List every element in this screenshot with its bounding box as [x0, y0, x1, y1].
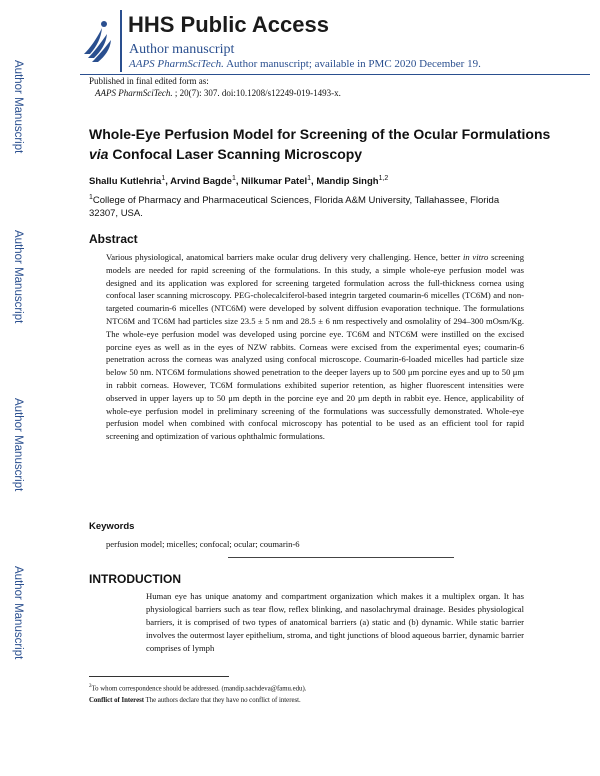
- article-title: [89, 124, 559, 164]
- conflict-text: The authors declare that they have no conflict of interest.: [144, 697, 301, 704]
- citation: [95, 88, 341, 98]
- sidebar-label-3: Author Manuscript: [12, 398, 24, 492]
- author-list: Shallu Kutlehria$^1$, Arvind Bagde$^1$, Nilkumar Patel$^1$, Mandip Singh$^{1,2}$: [89, 175, 389, 188]
- sidebar-label-2: Author Manuscript: [12, 230, 24, 324]
- section-divider: [228, 557, 454, 558]
- author-name: Arvind Bagde: [170, 176, 232, 188]
- published-in-label: Published in final edited form as:: [89, 76, 209, 86]
- author-affiliation-sup: 1: [161, 175, 166, 182]
- journal-name: AAPS PharmSciTech.: [129, 58, 224, 70]
- sidebar-label-1: Author Manuscript: [12, 60, 24, 154]
- title-part-1: Whole-Eye Perfusion Model for Screening of the Ocular Formulations: [89, 126, 551, 142]
- author-name: Shallu Kutlehria: [89, 176, 162, 188]
- conflict-of-interest: [89, 697, 301, 704]
- abstract-italic: in vitro: [462, 252, 489, 262]
- footnote-sup: 2: [89, 684, 92, 689]
- conflict-label: Conflict of Interest: [89, 697, 144, 704]
- introduction-body: Human eye has unique anatomy and compartment organization which makes it a multiplex organ. It has physiological barriers such as tear flow, reflex blinking, and nasolachrymal drainage. Besides physiological barriers, it is comprised of two types of anatomical barriers (a) static and (b) dynamic. While static barrier involves the outermost layer epithelium, stroma, and tight junctions of blood aqueous barrier, dynamic barrier comprises of lymph: [146, 591, 524, 653]
- author-affiliation-sup: 1: [231, 175, 236, 182]
- sidebar-label-4: Author Manuscript: [12, 566, 24, 660]
- header-horizontal-rule: [80, 74, 590, 75]
- author-affiliation-sup: 1: [307, 175, 312, 182]
- affiliation: [89, 191, 509, 220]
- author-name: Mandip Singh: [316, 176, 379, 188]
- author-name: Nilkumar Patel: [241, 176, 308, 188]
- hhs-public-access-title: HHS Public Access: [128, 12, 329, 37]
- title-italic: via: [89, 146, 109, 162]
- abstract-body: [106, 251, 524, 443]
- keywords-heading: Keywords: [89, 521, 135, 532]
- footnote-text: To whom correspondence should be addressed. (mandip.sachdeva@famu.edu).: [91, 685, 307, 693]
- introduction-heading: INTRODUCTION: [89, 572, 181, 586]
- availability-text: Author manuscript; available in PMC 2020 December 19.: [223, 58, 481, 70]
- abstract-heading: Abstract: [89, 232, 138, 246]
- correspondence-footnote: [89, 684, 306, 692]
- citation-details: ; 20(7): 307. doi:10.1208/s12249-019-1493-x.: [172, 88, 341, 98]
- affiliation-text: College of Pharmacy and Pharmaceutical Sciences, Florida A&M University, Tallahassee, Florida 32307, USA.: [89, 195, 500, 220]
- abstract-lead: Various physiological, anatomical barriers make ocular drug delivery very challenging. Hence, better: [106, 252, 463, 262]
- header-vertical-rule: [120, 10, 122, 72]
- author-affiliation-sup: 1,2: [378, 175, 389, 182]
- keywords-text: perfusion model; micelles; confocal; ocular; coumarin-6: [106, 539, 300, 549]
- affiliation-sup: 1: [89, 194, 93, 201]
- abstract-text: screening models are needed for rapid screening of the formulations. In this study, a simple whole-eye perfusion model was designed and its application was explored for screening targeted formulation across the full-thickness cornea using confocal laser scanning microscopy. PEG-cholecalciferol-based integrin targeted coumarin-6 micelles (TC6M) and non-targeted coumarin-6 micelles (NTC6M) were developed by solvent diffusion evaporation technique. The formulations NTC6M and TC6M had particles size 23.5 ± 5 nm and 28.5 ± 6 nm respectively and osmolality of 294–300 mOsm/Kg. The whole-eye perfusion model was developed using porcine eye. TC6M and NTC6M were instilled on the excised porcine eyes as well as in the eyes of NZW rabbits. Corneas were excised from the experimental eyes; coumarin-6 penetration across the corneas was analyzed using confocal microscope. Coumarin-6-loaded micelles had particle size below 50 nm. NTC6M formulations showed penetration to the deeper layers up to 500 μm porcine eyes and up to 50 μm in rabbit corneas. However, TC6M formulations exhibited superior retention, as higher fluorescent intensities were observed in upper layers up to 50 μm depth in the porcine eye and 20 μm depth in rabbit eye. Hence, applicability of whole-eye perfusion model in preliminary screening of the formulations was successfully demonstrated. Whole-eye perfusion model when combined with confocal microscopy has potential to be used as an efficient tool for rapid screening and optimization of various ophthalmic formulations.: [106, 252, 525, 442]
- hhs-eagle-logo: [80, 14, 114, 66]
- footnote-rule: [89, 676, 229, 677]
- availability-line: [129, 58, 481, 70]
- citation-journal: AAPS PharmSciTech.: [95, 88, 173, 98]
- title-part-2: Confocal Laser Scanning Microscopy: [108, 146, 363, 162]
- author-manuscript-label: Author manuscript: [129, 42, 235, 57]
